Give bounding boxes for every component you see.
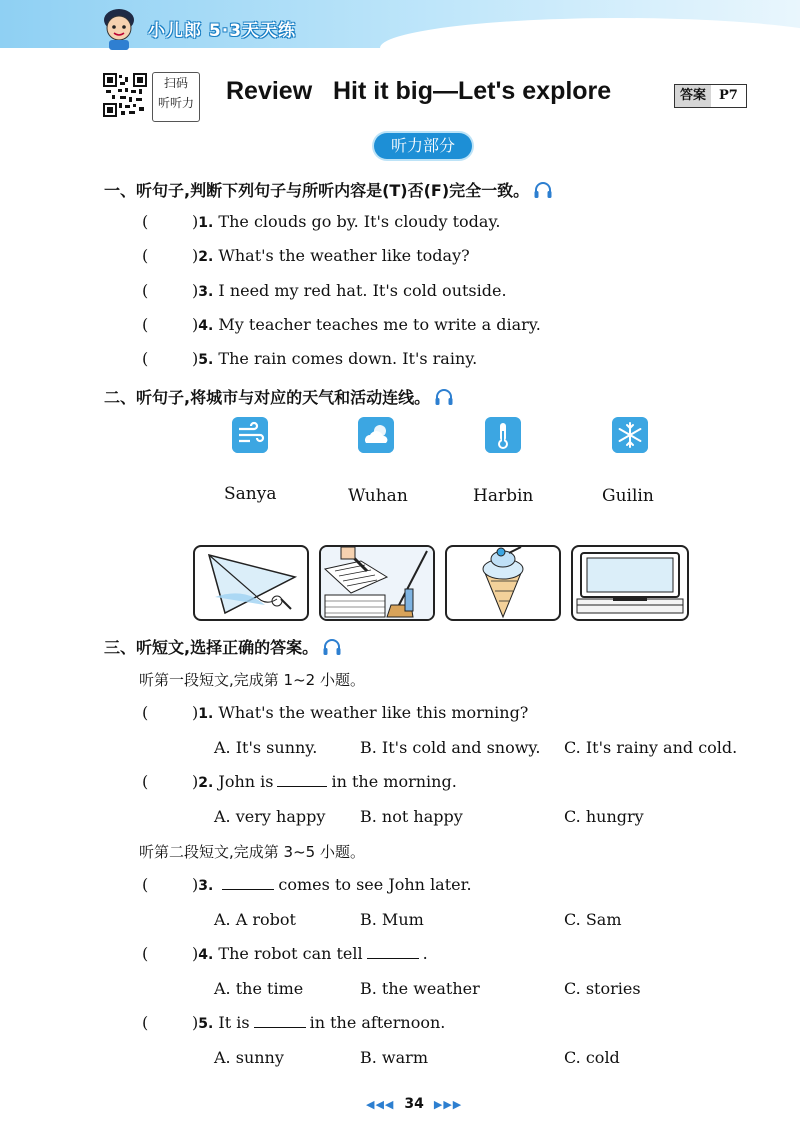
answer-page: P7 [719, 88, 738, 103]
section1-heading-text: 一、听句子,判断下列句子与所听内容是(T)否(F)完全一致。 [104, 181, 530, 200]
thermometer-icon [485, 417, 521, 453]
ice-cream-picture [445, 545, 561, 621]
section1-item-2: ( )2. What's the weather like today? [142, 246, 470, 265]
option-b[interactable]: B. It's cold and snowy. [360, 738, 541, 757]
answer-paren[interactable]: ( [142, 875, 149, 894]
header-band-curve [380, 18, 800, 78]
page-title: Review Hit it big—Let's explore [226, 77, 612, 105]
fill-blank[interactable] [222, 888, 274, 890]
option-a[interactable]: A. sunny [214, 1048, 284, 1067]
windy-icon [232, 417, 268, 453]
brand-logo-text: 小儿郎 5·3天天练 [148, 21, 297, 41]
question-1: ( )1. What's the weather like this morning? [142, 703, 529, 722]
section2-heading-text: 二、听句子,将城市与对应的天气和活动连线。 [104, 388, 431, 407]
answer-paren[interactable]: ( [142, 944, 149, 963]
kite-picture [193, 545, 309, 621]
section2-heading [104, 385, 454, 408]
television-picture [571, 545, 689, 621]
answer-paren[interactable]: ( [142, 246, 149, 265]
section1-item-1: ( )1. The clouds go by. It's cloudy today. [142, 212, 501, 231]
section3-heading [104, 635, 342, 658]
fill-blank[interactable] [277, 785, 327, 787]
next-arrows-icon[interactable]: ▶▶▶ [433, 1097, 463, 1111]
option-c[interactable]: C. Sam [564, 910, 622, 929]
city-label: Wuhan [348, 486, 408, 506]
answer-paren[interactable]: ( [142, 772, 149, 791]
option-a[interactable]: A. A robot [214, 910, 296, 929]
option-a[interactable]: A. the time [214, 979, 304, 998]
city-label: Guilin [602, 486, 654, 506]
page-number: 34 [404, 1096, 424, 1112]
scan-to-listen-label [152, 72, 200, 122]
answer-paren[interactable]: ( [142, 1013, 149, 1032]
fill-blank[interactable] [367, 957, 419, 959]
section1-heading [104, 178, 553, 201]
listening-section-label: 听力部分 [374, 133, 472, 159]
option-c[interactable]: C. hungry [564, 807, 644, 826]
option-c[interactable]: C. It's rainy and cold. [564, 738, 738, 757]
answer-reference [674, 84, 747, 108]
option-a[interactable]: A. very happy [214, 807, 326, 826]
snowflake-icon [612, 417, 648, 453]
question-2: ( )2. John is in the morning. [142, 772, 457, 791]
option-a[interactable]: A. It's sunny. [214, 738, 318, 757]
prev-arrows-icon[interactable]: ◀◀◀ [366, 1097, 395, 1111]
city-label: Harbin [473, 486, 534, 506]
part1-heading: 听第一段短文,完成第 1~2 小题。 [139, 671, 365, 689]
answer-paren[interactable]: ( [142, 349, 149, 368]
answer-paren[interactable]: ( [142, 315, 149, 334]
option-b[interactable]: B. not happy [360, 807, 463, 826]
writing-and-sweeping-picture [319, 545, 435, 621]
option-b[interactable]: B. warm [360, 1048, 428, 1067]
section3-heading-text: 三、听短文,选择正确的答案。 [104, 638, 319, 657]
scan-line-2: 听听力 [157, 96, 194, 110]
option-b[interactable]: B. Mum [360, 910, 424, 929]
section1-item-3: ( )3. I need my red hat. It's cold outside. [142, 281, 507, 300]
page-footer [366, 1096, 462, 1112]
question-5: ( )5. It is in the afternoon. [142, 1013, 446, 1032]
answer-paren[interactable]: ( [142, 703, 149, 722]
question-4: ( )4. The robot can tell . [142, 944, 428, 963]
answer-paren[interactable]: ( [142, 281, 149, 300]
section1-item-4: ( )4. My teacher teaches me to write a diary. [142, 315, 541, 334]
qr-code-icon[interactable] [103, 73, 147, 117]
scan-line-1: 扫码 [163, 76, 188, 90]
option-b[interactable]: B. the weather [360, 979, 480, 998]
headphones-icon[interactable] [434, 388, 454, 406]
answer-paren[interactable]: ( [142, 212, 149, 231]
city-label: Sanya [224, 484, 277, 504]
fill-blank[interactable] [254, 1026, 306, 1028]
part2-heading: 听第二段短文,完成第 3~5 小题。 [139, 843, 365, 861]
headphones-icon[interactable] [533, 181, 553, 199]
answer-label: 答案 [675, 85, 711, 107]
mascot-icon [96, 6, 142, 50]
question-3: ( )3. comes to see John later. [142, 875, 472, 894]
section1-item-5: ( )5. The rain comes down. It's rainy. [142, 349, 478, 368]
headphones-icon[interactable] [322, 638, 342, 656]
option-c[interactable]: C. stories [564, 979, 641, 998]
cloudy-icon [358, 417, 394, 453]
option-c[interactable]: C. cold [564, 1048, 620, 1067]
